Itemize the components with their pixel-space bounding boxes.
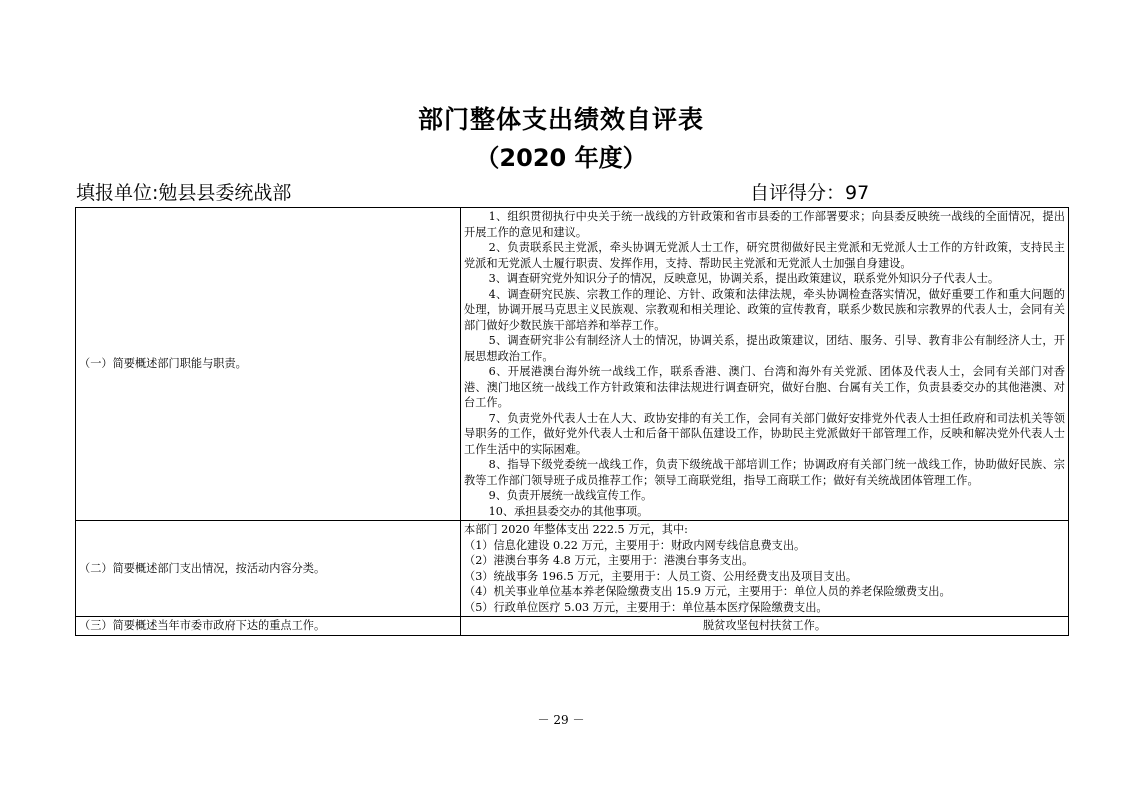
duty-item: 8、指导下级党委统一战线工作，负责下级统战干部培训工作；协调政府有关部门统一战线工作，协助做好民族、宗教等工作部门领导班子成员推荐工作；领导工商联党组，指导工商联工作；做好有关统战团体管理工作。 (464, 458, 1065, 487)
table-row (76, 521, 1069, 617)
evaluation-table (75, 207, 1069, 636)
expenditure-item: （1）信息化建设 0.22 万元，主要用于：财政内网专线信息费支出。 (464, 538, 806, 552)
duty-item: 3、调查研究党外知识分子的情况，反映意见，协调关系，提出政策建议，联系党外知识分子代表人士。 (488, 272, 1000, 285)
row-label-expenditure: （二）简要概述部门支出情况，按活动内容分类。 (76, 521, 461, 617)
expenditure-item: （5）行政单位医疗 5.03 万元，主要用于：单位基本医疗保险缴费支出。 (464, 600, 828, 614)
duty-item: 9、负责开展统一战线宣传工作。 (488, 489, 653, 502)
row-label-duties: （一）简要概述部门职能与职责。 (76, 208, 461, 521)
table-row (76, 208, 1069, 521)
expenditure-item: （4）机关事业单位基本养老保险缴费支出 15.9 万元，主要用于：单位人员的养老保险缴费支出。 (464, 585, 951, 598)
expenditure-item: （3）统战事务 196.5 万元，主要用于：人员工资、公用经费支出及项目支出。 (464, 569, 858, 583)
page-number: － 29 － (537, 713, 585, 727)
duty-item: 6、开展港澳台海外统一战线工作，联系香港、澳门、台湾和海外有关党派、团体及代表人士，会同有关部门对香港、澳门地区统一战线工作方针政策和法律法规进行调查研究，做好台胞、台属有关工作，负责县委交办的其他港澳、对台工作。 (464, 365, 1065, 409)
expenditure-item: 本部门 2020 年整体支出 222.5 万元，其中: (464, 523, 688, 536)
page-title: 部门整体支出绩效自评表 (417, 105, 704, 134)
row-label-key-work: （三）简要概述当年市委市政府下达的重点工作。 (76, 617, 461, 636)
duty-item: 4、调查研究民族、宗教工作的理论、方针、政策和法律法规，牵头协调检查落实情况，做好重要工作和重大问题的处理，协调开展马克思主义民族观、宗教观和相关理论、政策的宣传教育，联系少数民族和宗教界的代表人士，会同有关部门做好少数民族干部培养和举荐工作。 (464, 287, 1065, 332)
duty-item: 7、负责党外代表人士在人大、政协安排的有关工作，会同有关部门做好安排党外代表人士担任政府和司法机关等领导职务的工作，做好党外代表人士和后备干部队伍建设工作，协助民主党派做好干部管理工作，反映和解决党外代表人士工作生活中的实际困难。 (464, 411, 1065, 456)
self-score: 自评得分：97 (750, 182, 870, 204)
duty-item: 5、调查研究非公有制经济人士的情况，协调关系，提出政策建议，团结、服务、引导、教育非公有制经济人士，开展思想政治工作。 (464, 334, 1065, 363)
duty-item: 10、承担县委交办的其他事项。 (488, 504, 649, 518)
table-row (76, 617, 1069, 636)
duties-content (461, 208, 1069, 521)
expenditure-item: （2）港澳台事务 4.8 万元，主要用于：港澳台事务支出。 (464, 554, 754, 567)
reporting-unit: 填报单位:勉县县委统战部 (76, 182, 292, 204)
key-work-content: 脱贫攻坚包村扶贫工作。 (461, 617, 1069, 636)
duty-item: 1、组织贯彻执行中央关于统一战线的方针政策和省市县委的工作部署要求；向县委反映统一战线的全面情况，提出开展工作的意见和建议。 (464, 210, 1065, 239)
expenditure-content (461, 521, 1069, 617)
page-subtitle: （2020 年度） (475, 144, 647, 172)
duty-item: 2、负责联系民主党派，牵头协调无党派人士工作，研究贯彻做好民主党派和无党派人士工作的方针政策，支持民主党派和无党派人士履行职责、发挥作用，支持、帮助民主党派和无党派人士加强自身建设。 (464, 241, 1065, 270)
